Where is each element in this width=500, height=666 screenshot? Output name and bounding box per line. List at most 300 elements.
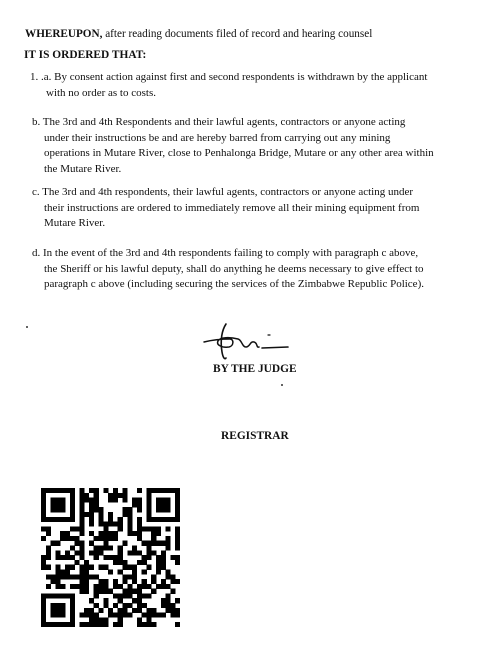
qr-module bbox=[137, 536, 142, 541]
qr-module bbox=[118, 526, 123, 531]
qr-module bbox=[65, 531, 70, 536]
qr-module bbox=[75, 526, 80, 531]
qr-module bbox=[41, 507, 46, 512]
intro-text: after reading documents filed of record and hearing counsel bbox=[102, 28, 373, 40]
qr-module bbox=[151, 579, 156, 584]
qr-module bbox=[118, 517, 123, 522]
qr-module bbox=[132, 546, 137, 551]
order-item-1a-first-line: 1. .a. By consent action against first and second respondents is withdrawn by the applicant bbox=[30, 71, 428, 83]
qr-module bbox=[99, 589, 104, 594]
qr-code bbox=[41, 488, 180, 627]
qr-module bbox=[161, 507, 166, 512]
qr-module bbox=[166, 593, 171, 598]
qr-module bbox=[41, 502, 46, 507]
qr-module bbox=[137, 598, 142, 603]
qr-module bbox=[146, 617, 151, 622]
qr-module bbox=[137, 517, 142, 522]
qr-module bbox=[122, 541, 127, 546]
qr-module bbox=[46, 526, 51, 531]
qr-module bbox=[60, 613, 65, 618]
qr-module bbox=[46, 488, 51, 493]
qr-module bbox=[146, 498, 151, 503]
qr-module bbox=[65, 517, 70, 522]
qr-module bbox=[51, 603, 56, 608]
qr-module bbox=[99, 622, 104, 627]
qr-module bbox=[46, 517, 51, 522]
qr-module bbox=[170, 574, 175, 579]
qr-module bbox=[70, 498, 75, 503]
qr-module bbox=[156, 531, 161, 536]
qr-module bbox=[70, 603, 75, 608]
qr-module bbox=[137, 589, 142, 594]
qr-module bbox=[142, 584, 147, 589]
qr-module bbox=[41, 560, 46, 565]
qr-module bbox=[89, 541, 94, 546]
qr-module bbox=[161, 550, 166, 555]
qr-module bbox=[108, 536, 113, 541]
qr-module bbox=[70, 536, 75, 541]
qr-module bbox=[122, 565, 127, 570]
qr-module bbox=[151, 608, 156, 613]
qr-module bbox=[113, 593, 118, 598]
order-item-c-line-3: Mutare River. bbox=[44, 217, 106, 229]
qr-module bbox=[170, 555, 175, 560]
qr-module bbox=[89, 512, 94, 517]
qr-module bbox=[41, 608, 46, 613]
qr-module bbox=[151, 536, 156, 541]
order-item-b-line-2: under their instructions be and are hereby barred from carrying out any mining bbox=[44, 131, 391, 144]
qr-module bbox=[122, 593, 127, 598]
qr-module bbox=[175, 608, 180, 613]
qr-module bbox=[118, 617, 123, 622]
qr-module bbox=[70, 488, 75, 493]
qr-module bbox=[137, 522, 142, 527]
qr-module bbox=[156, 569, 161, 574]
qr-module bbox=[60, 531, 65, 536]
qr-module bbox=[142, 593, 147, 598]
qr-module bbox=[132, 589, 137, 594]
qr-module bbox=[142, 613, 147, 618]
qr-module bbox=[175, 555, 180, 560]
qr-module bbox=[127, 613, 132, 618]
qr-module bbox=[70, 584, 75, 589]
qr-module bbox=[103, 565, 108, 570]
qr-module bbox=[122, 579, 127, 584]
qr-module bbox=[41, 622, 46, 627]
qr-module bbox=[65, 569, 70, 574]
qr-module bbox=[166, 603, 171, 608]
qr-module bbox=[94, 593, 99, 598]
qr-module bbox=[137, 498, 142, 503]
order-item-d-line-2: the Sheriff or his lawful deputy, shall do anything he deems necessary to give effect to bbox=[44, 262, 424, 275]
qr-module bbox=[146, 608, 151, 613]
qr-module bbox=[89, 617, 94, 622]
qr-module bbox=[51, 622, 56, 627]
qr-module bbox=[79, 584, 84, 589]
qr-module bbox=[55, 565, 60, 570]
qr-module bbox=[146, 541, 151, 546]
qr-module bbox=[84, 613, 89, 618]
qr-module bbox=[99, 608, 104, 613]
qr-module bbox=[127, 565, 132, 570]
qr-module bbox=[175, 541, 180, 546]
qr-module bbox=[156, 526, 161, 531]
qr-module bbox=[118, 493, 123, 498]
qr-module bbox=[94, 493, 99, 498]
qr-module bbox=[175, 598, 180, 603]
qr-module bbox=[132, 550, 137, 555]
qr-module bbox=[103, 522, 108, 527]
qr-module bbox=[60, 498, 65, 503]
qr-module bbox=[137, 593, 142, 598]
qr-module bbox=[166, 526, 171, 531]
qr-module bbox=[51, 579, 56, 584]
qr-module bbox=[84, 579, 89, 584]
qr-module bbox=[70, 617, 75, 622]
qr-module bbox=[94, 622, 99, 627]
qr-module bbox=[113, 603, 118, 608]
by-the-judge-label: BY THE JUDGE bbox=[213, 363, 297, 375]
qr-module bbox=[122, 493, 127, 498]
qr-module bbox=[113, 498, 118, 503]
order-item-c-line-2: their instructions are ordered to immediately remove all their mining equipment from bbox=[44, 201, 420, 214]
qr-module bbox=[84, 569, 89, 574]
qr-module bbox=[89, 522, 94, 527]
qr-module bbox=[113, 579, 118, 584]
qr-module bbox=[151, 531, 156, 536]
qr-module bbox=[60, 507, 65, 512]
qr-module bbox=[142, 560, 147, 565]
qr-module bbox=[89, 498, 94, 503]
qr-module bbox=[94, 584, 99, 589]
qr-module bbox=[146, 507, 151, 512]
qr-module bbox=[55, 569, 60, 574]
qr-module bbox=[89, 598, 94, 603]
qr-module bbox=[127, 526, 132, 531]
qr-module bbox=[41, 593, 46, 598]
qr-module bbox=[146, 613, 151, 618]
qr-module bbox=[146, 512, 151, 517]
registrar-label: REGISTRAR bbox=[221, 430, 289, 442]
qr-module bbox=[146, 502, 151, 507]
qr-module bbox=[108, 569, 113, 574]
qr-module bbox=[161, 502, 166, 507]
qr-module bbox=[170, 608, 175, 613]
qr-module bbox=[70, 574, 75, 579]
qr-module bbox=[156, 502, 161, 507]
qr-module bbox=[94, 603, 99, 608]
qr-module bbox=[151, 517, 156, 522]
qr-module bbox=[151, 488, 156, 493]
qr-module bbox=[99, 579, 104, 584]
qr-module bbox=[41, 498, 46, 503]
qr-module bbox=[84, 574, 89, 579]
qr-module bbox=[55, 608, 60, 613]
qr-module bbox=[46, 622, 51, 627]
qr-module bbox=[175, 613, 180, 618]
qr-module bbox=[103, 531, 108, 536]
qr-module bbox=[41, 613, 46, 618]
qr-module bbox=[161, 498, 166, 503]
order-item-1a-line-2: with no order as to costs. bbox=[46, 86, 156, 99]
qr-module bbox=[41, 493, 46, 498]
qr-module bbox=[122, 574, 127, 579]
qr-module bbox=[79, 555, 84, 560]
qr-module bbox=[99, 531, 104, 536]
qr-module bbox=[55, 622, 60, 627]
qr-module bbox=[142, 622, 147, 627]
qr-module bbox=[108, 608, 113, 613]
qr-module bbox=[113, 555, 118, 560]
qr-module bbox=[161, 560, 166, 565]
qr-module bbox=[41, 617, 46, 622]
qr-module bbox=[46, 531, 51, 536]
qr-module bbox=[70, 512, 75, 517]
qr-module bbox=[94, 613, 99, 618]
qr-module bbox=[60, 603, 65, 608]
qr-module bbox=[46, 550, 51, 555]
qr-module bbox=[175, 517, 180, 522]
qr-module bbox=[146, 517, 151, 522]
qr-module bbox=[89, 622, 94, 627]
qr-module bbox=[70, 493, 75, 498]
qr-module bbox=[175, 536, 180, 541]
qr-module bbox=[79, 541, 84, 546]
qr-module bbox=[94, 536, 99, 541]
qr-module bbox=[51, 517, 56, 522]
order-item-1a bbox=[30, 70, 470, 101]
qr-module bbox=[55, 579, 60, 584]
stray-dot bbox=[281, 384, 283, 386]
qr-module bbox=[122, 560, 127, 565]
qr-module bbox=[108, 531, 113, 536]
qr-module bbox=[79, 565, 84, 570]
qr-module bbox=[41, 512, 46, 517]
qr-module bbox=[94, 550, 99, 555]
qr-module bbox=[132, 531, 137, 536]
qr-module bbox=[113, 560, 118, 565]
qr-module bbox=[55, 541, 60, 546]
qr-module bbox=[151, 526, 156, 531]
qr-module bbox=[161, 517, 166, 522]
qr-module bbox=[65, 488, 70, 493]
qr-module bbox=[113, 493, 118, 498]
qr-module bbox=[60, 502, 65, 507]
qr-module bbox=[127, 593, 132, 598]
qr-module bbox=[175, 493, 180, 498]
qr-module bbox=[46, 565, 51, 570]
qr-module bbox=[79, 622, 84, 627]
qr-module bbox=[175, 579, 180, 584]
qr-module bbox=[75, 560, 80, 565]
qr-module bbox=[122, 507, 127, 512]
qr-module bbox=[89, 507, 94, 512]
qr-module bbox=[122, 589, 127, 594]
qr-module bbox=[51, 593, 56, 598]
qr-module bbox=[103, 536, 108, 541]
qr-module bbox=[94, 498, 99, 503]
qr-module bbox=[118, 569, 123, 574]
order-item-b-first-line: b. The 3rd and 4th Respondents and their lawful agents, contractors or anyone acting bbox=[32, 116, 406, 128]
order-item-b-line-4: the Mutare River. bbox=[44, 162, 122, 175]
qr-module bbox=[166, 502, 171, 507]
qr-module bbox=[118, 593, 123, 598]
qr-module bbox=[89, 488, 94, 493]
qr-module bbox=[51, 541, 56, 546]
order-item-c bbox=[32, 185, 472, 232]
qr-module bbox=[70, 593, 75, 598]
qr-module bbox=[94, 502, 99, 507]
qr-module bbox=[166, 584, 171, 589]
qr-module bbox=[89, 550, 94, 555]
qr-module bbox=[156, 560, 161, 565]
qr-module bbox=[146, 526, 151, 531]
qr-module bbox=[166, 517, 171, 522]
qr-module bbox=[70, 502, 75, 507]
qr-module bbox=[89, 502, 94, 507]
qr-module bbox=[99, 536, 104, 541]
qr-module bbox=[170, 517, 175, 522]
qr-module bbox=[103, 622, 108, 627]
qr-module bbox=[41, 565, 46, 570]
qr-module bbox=[156, 488, 161, 493]
qr-module bbox=[99, 617, 104, 622]
qr-module bbox=[122, 512, 127, 517]
qr-module bbox=[132, 565, 137, 570]
qr-module bbox=[113, 622, 118, 627]
qr-module bbox=[161, 613, 166, 618]
qr-module bbox=[118, 584, 123, 589]
qr-module bbox=[55, 603, 60, 608]
qr-module bbox=[79, 574, 84, 579]
qr-module bbox=[55, 502, 60, 507]
qr-module bbox=[156, 584, 161, 589]
qr-module bbox=[137, 603, 142, 608]
qr-module bbox=[166, 541, 171, 546]
qr-module bbox=[41, 488, 46, 493]
qr-module bbox=[137, 488, 142, 493]
qr-module bbox=[84, 512, 89, 517]
order-item-d-first-line: d. In the event of the 3rd and 4th respondents failing to comply with paragraph c above, bbox=[32, 247, 419, 259]
qr-module bbox=[127, 512, 132, 517]
qr-module bbox=[103, 598, 108, 603]
intro-lead: WHEREUPON, bbox=[25, 28, 103, 40]
qr-module bbox=[166, 608, 171, 613]
qr-module bbox=[41, 598, 46, 603]
qr-module bbox=[55, 507, 60, 512]
qr-module bbox=[175, 531, 180, 536]
qr-module bbox=[84, 565, 89, 570]
qr-module bbox=[79, 613, 84, 618]
qr-module bbox=[132, 608, 137, 613]
qr-module bbox=[118, 622, 123, 627]
qr-module bbox=[103, 603, 108, 608]
qr-module bbox=[84, 584, 89, 589]
qr-module bbox=[94, 507, 99, 512]
order-item-b bbox=[32, 115, 472, 177]
qr-module bbox=[70, 598, 75, 603]
qr-module bbox=[151, 622, 156, 627]
qr-module bbox=[137, 507, 142, 512]
qr-module bbox=[175, 622, 180, 627]
qr-module bbox=[60, 569, 65, 574]
qr-module bbox=[46, 593, 51, 598]
order-item-c-first-line: c. The 3rd and 4th respondents, their lawful agents, contractors or anyone acting under bbox=[32, 186, 414, 198]
qr-module bbox=[89, 574, 94, 579]
qr-module bbox=[156, 517, 161, 522]
qr-module bbox=[113, 613, 118, 618]
qr-module bbox=[142, 541, 147, 546]
qr-module bbox=[103, 541, 108, 546]
qr-module bbox=[118, 613, 123, 618]
qr-module bbox=[55, 517, 60, 522]
qr-module bbox=[137, 622, 142, 627]
qr-module bbox=[127, 507, 132, 512]
qr-module bbox=[51, 613, 56, 618]
qr-module bbox=[79, 488, 84, 493]
qr-module bbox=[113, 488, 118, 493]
qr-module bbox=[70, 613, 75, 618]
qr-module bbox=[103, 526, 108, 531]
qr-module bbox=[60, 584, 65, 589]
qr-module bbox=[175, 526, 180, 531]
qr-module bbox=[170, 603, 175, 608]
qr-module bbox=[103, 555, 108, 560]
qr-module bbox=[99, 517, 104, 522]
qr-module bbox=[156, 555, 161, 560]
qr-module bbox=[51, 488, 56, 493]
qr-module bbox=[122, 488, 127, 493]
qr-module bbox=[175, 502, 180, 507]
qr-module bbox=[122, 613, 127, 618]
qr-module bbox=[156, 498, 161, 503]
qr-module bbox=[146, 622, 151, 627]
qr-module bbox=[75, 536, 80, 541]
qr-module bbox=[94, 617, 99, 622]
qr-module bbox=[146, 488, 151, 493]
qr-module bbox=[99, 507, 104, 512]
qr-module bbox=[156, 507, 161, 512]
qr-module bbox=[142, 579, 147, 584]
qr-module bbox=[51, 498, 56, 503]
qr-module bbox=[161, 488, 166, 493]
qr-module bbox=[137, 550, 142, 555]
qr-module bbox=[79, 512, 84, 517]
order-item-b-line-3: operations in Mutare River, close to Penhalonga Bridge, Mutare or any other area within bbox=[44, 147, 434, 159]
qr-module bbox=[161, 598, 166, 603]
qr-module bbox=[79, 517, 84, 522]
qr-module bbox=[137, 531, 142, 536]
qr-module bbox=[137, 560, 142, 565]
qr-module bbox=[55, 550, 60, 555]
qr-module bbox=[65, 555, 70, 560]
qr-module bbox=[118, 550, 123, 555]
qr-module bbox=[55, 555, 60, 560]
qr-module bbox=[156, 613, 161, 618]
qr-module bbox=[70, 608, 75, 613]
qr-module bbox=[175, 488, 180, 493]
qr-module bbox=[103, 546, 108, 551]
qr-module bbox=[146, 546, 151, 551]
qr-module bbox=[161, 603, 166, 608]
qr-module bbox=[118, 555, 123, 560]
qr-module bbox=[60, 536, 65, 541]
qr-module bbox=[51, 574, 56, 579]
qr-module bbox=[108, 613, 113, 618]
qr-module bbox=[146, 565, 151, 570]
qr-module bbox=[127, 574, 132, 579]
qr-module bbox=[161, 541, 166, 546]
